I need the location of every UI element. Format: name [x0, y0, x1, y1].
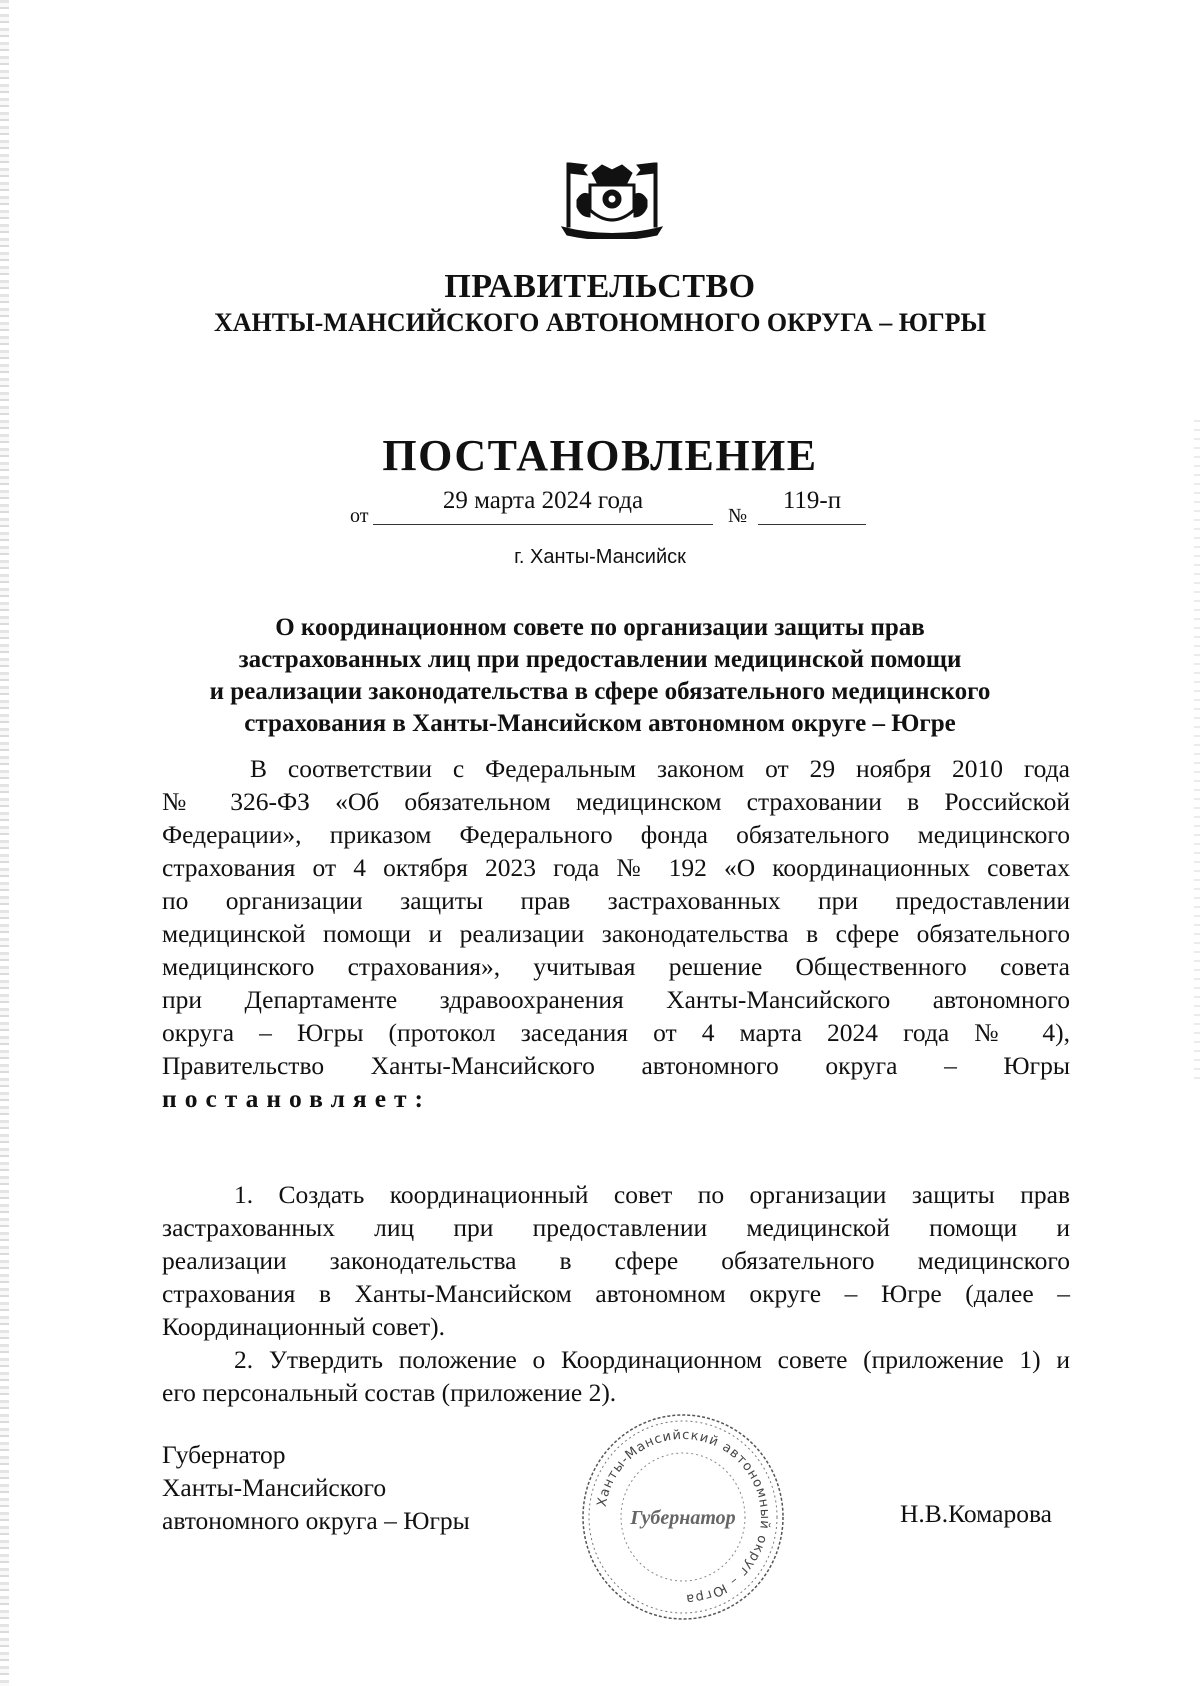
item-2 [162, 1343, 1070, 1409]
city: г. Ханты-Мансийск [514, 546, 686, 568]
signer-title-line: Губернатор [162, 1440, 286, 1469]
date-prefix: от [350, 505, 369, 527]
preamble-line: при Департаменте здравоохранения Ханты-Мансийского автономного [162, 985, 1070, 1014]
coat-of-arms-icon [557, 155, 667, 239]
resolves-word: постановляет: [162, 1084, 432, 1113]
preamble-line: В соответствии с Федеральным законом от 29 ноября 2010 года [250, 754, 1070, 783]
item-line: 1. Создать координационный совет по организации защиты прав [234, 1180, 1070, 1209]
preamble-line: по организации защиты прав застрахованных при предоставлении [162, 886, 1070, 915]
document-number: 119-п [782, 487, 842, 514]
item-line: реализации законодательства в сфере обязательного медицинского [162, 1246, 1070, 1275]
preamble-line: Федерации», приказом Федерального фонда обязательного медицинского [162, 820, 1070, 849]
item-line: Координационный совет). [162, 1312, 446, 1341]
item-line: его персональный состав (приложение 2). [162, 1378, 617, 1407]
preamble-line: округа – Югры (протокол заседания от 4 марта 2024 года № 4), [162, 1018, 1070, 1047]
preamble-line: медицинского страхования», учитывая решение Общественного совета [162, 952, 1070, 981]
subject-line: О координационном совете по организации защиты прав [275, 614, 925, 641]
subject-line: страхования в Ханты-Мансийском автономном округе – Югре [244, 710, 956, 737]
document-type: ПОСТАНОВЛЕНИЕ [382, 431, 818, 480]
number-prefix: № [728, 505, 748, 527]
date-underline [373, 524, 713, 525]
preamble-line: медицинской помощи и реализации законодательства в сфере обязательного [162, 919, 1070, 948]
signer-title [162, 1438, 470, 1537]
official-seal [578, 1410, 788, 1625]
region-title: ХАНТЫ-МАНСИЙСКОГО АВТОНОМНОГО ОКРУГА – ЮГРЫ [213, 308, 987, 337]
scan-edge-right [1194, 420, 1200, 1080]
item-line: 2. Утвердить положение о Координационном совете (приложение 1) и [234, 1345, 1070, 1374]
svg-text:Ханты-Мансийский автономный ок: Ханты-Мансийский автономный округ – Югра [594, 1427, 773, 1607]
signer-title-line: автономного округа – Югры [162, 1506, 470, 1535]
preamble [162, 752, 1070, 1115]
document-subject [130, 612, 1070, 740]
preamble-line: страхования от 4 октября 2023 года № 192 «О координационных советах [162, 853, 1070, 882]
subject-line: и реализации законодательства в сфере обязательного медицинского [209, 678, 991, 705]
preamble-line: № 326-ФЗ «Об обязательном медицинском страховании в Российской [162, 787, 1070, 816]
item-1 [162, 1178, 1070, 1343]
subject-line: застрахованных лиц при предоставлении медицинской помощи [238, 646, 962, 673]
svg-text:Губернатор: Губернатор [630, 1507, 736, 1529]
document-date: 29 марта 2024 года [442, 487, 644, 514]
number-underline [758, 524, 866, 525]
government-title: ПРАВИТЕЛЬСТВО [444, 268, 756, 305]
signer-name: Н.В.Комарова [900, 1499, 1052, 1528]
preamble-line: Правительство Ханты-Мансийского автономного округа – Югры [162, 1051, 1070, 1080]
signer-title-line: Ханты-Мансийского [162, 1473, 387, 1502]
scan-edge-left [0, 0, 9, 1686]
item-line: застрахованных лиц при предоставлении медицинской помощи и [162, 1213, 1070, 1242]
item-line: страхования в Ханты-Мансийском автономном округе – Югре (далее – [162, 1279, 1070, 1308]
